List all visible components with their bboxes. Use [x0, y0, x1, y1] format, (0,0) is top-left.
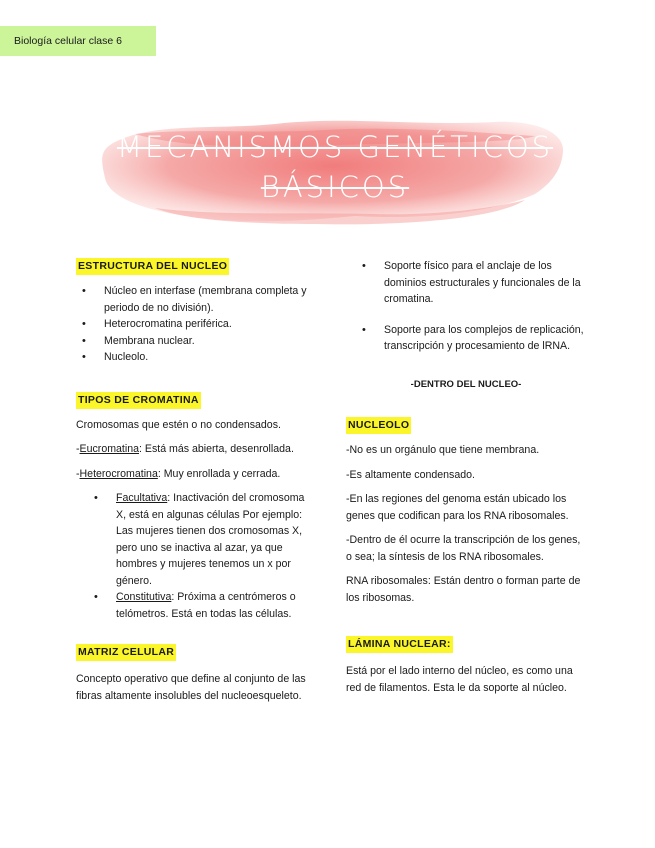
heading-lamina: LÁMINA NUCLEAR:	[346, 636, 453, 653]
nucleolo-p5: RNA ribosomales: Están dentro o forman parte de los ribosomas.	[346, 575, 581, 604]
list-item: • Núcleo en interfase (membrana completa y periodo de no división).	[104, 283, 316, 316]
cromatina-sublist	[116, 490, 316, 622]
list-item: • Soporte para los complejos de replicación, transcripción y procesamiento de lRNA.	[384, 322, 586, 355]
list-item: • Soporte físico para el anclaje de los dominios estructurales y funcionales de la cromatina.	[384, 258, 586, 308]
nucleolo-p2: -Es altamente condensado.	[346, 468, 475, 481]
eucromatina-text: : Está más abierta, desenrollada.	[139, 443, 294, 455]
heading-tipos: TIPOS DE CROMATINA	[76, 392, 201, 409]
estructura-list	[104, 283, 316, 366]
class-tag: Biología celular clase 6	[0, 26, 156, 56]
title-banner	[95, 112, 575, 230]
matriz-text: Concepto operativo que define al conjunto de las fibras altamente insolubles del nucleoesqueleto.	[76, 673, 306, 702]
nucleolo-p3: -En las regiones del genoma están ubicado los genes que codifican para los RNA ribosomales.	[346, 493, 569, 522]
title-line-2: BÁSICOS	[260, 170, 410, 204]
soporte-list	[384, 258, 586, 355]
dentro-del-nucleo: -DENTRO DEL NUCLEO-	[410, 378, 522, 390]
title-line-1: MECANISMOS GENÉTICOS	[116, 130, 554, 164]
heterocromatina-line: -Heterocromatina: Muy enrollada y cerrada.	[76, 467, 281, 480]
nucleolo-p4: -Dentro de él ocurre la transcripción de los genes, o sea; la síntesis de los RNA ribosomales.	[346, 534, 581, 563]
constitutiva-term: Constitutiva	[116, 591, 172, 603]
heading-estructura: ESTRUCTURA DEL NUCLEO	[76, 258, 229, 275]
heading-nucleolo: NUCLEOLO	[346, 417, 411, 434]
list-item: • Nucleolo.	[104, 349, 316, 366]
heterocromatina-text: : Muy enrollada y cerrada.	[157, 467, 281, 480]
heterocromatina-term: Heterocromatina	[79, 467, 158, 480]
tipos-intro: Cromosomas que estén o no condensados.	[76, 418, 281, 431]
facultativa-text: : Inactivación del cromosoma X, está en algunas células Por ejemplo: Las mujeres tienen dos cromosomas X, pero uno se inactiva al azar, ya que hombres y mujeres tenemos un x por género.	[116, 492, 305, 587]
left-column	[76, 258, 316, 704]
constitutiva-text: : Próxima a centrómeros o telómetros. Está en todas las células.	[116, 591, 296, 620]
list-item	[116, 490, 316, 589]
list-item: • Membrana nuclear.	[104, 333, 316, 350]
list-item	[116, 589, 316, 622]
eucromatina-line: -Eucromatina: Está más abierta, desenrollada.	[76, 443, 294, 455]
facultativa-term: Facultativa	[116, 492, 168, 504]
heading-matriz: MATRIZ CELULAR	[76, 644, 176, 661]
right-column	[346, 258, 586, 696]
nucleolo-p1: -No es un orgánulo que tiene membrana.	[346, 444, 540, 456]
lamina-text: Está por el lado interno del núcleo, es como una red de filamentos. Esta le da soporte al núcleo.	[346, 665, 573, 694]
list-item: • Heterocromatina periférica.	[104, 316, 316, 333]
eucromatina-term: Eucromatina	[79, 443, 140, 455]
